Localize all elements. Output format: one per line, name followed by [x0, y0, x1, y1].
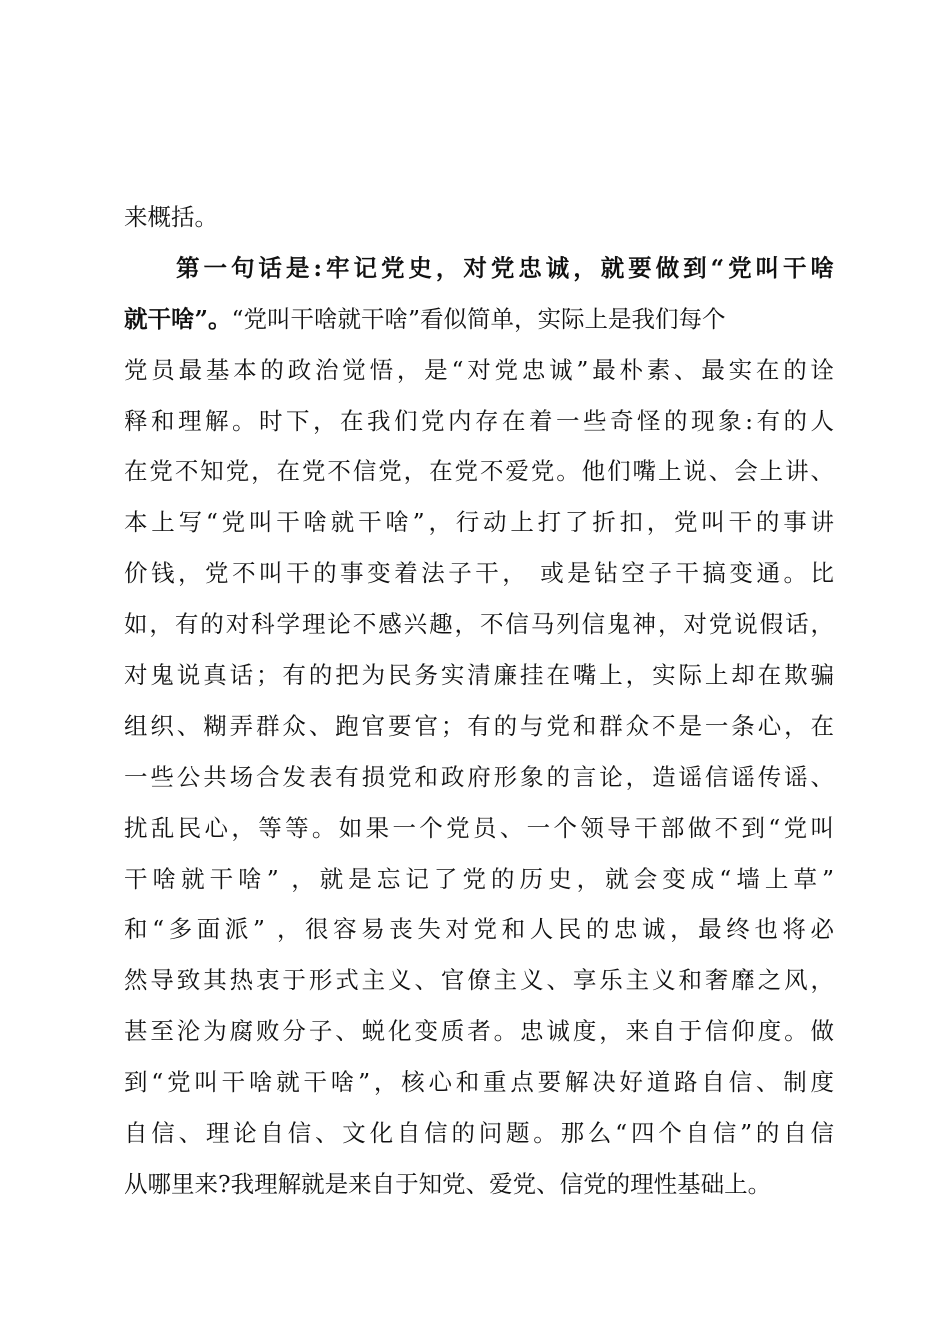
text-line-14: 和“多面派” ，很容易丧失对党和人民的忠诚，最终也将必 [124, 915, 834, 944]
heading-line-2-rest: “党叫干啥就干啥”看似简单，实际上是我们每个 [231, 304, 726, 333]
text-line-4: 释和理解。时下，在我们党内存在着一些奇怪的现象:有的人 [124, 406, 834, 435]
heading-line-2-bold: 就干啥”。 [124, 304, 232, 333]
body-text [124, 192, 834, 1210]
text-line-15: 然导致其热衷于形式主义、官僚主义、享乐主义和奢靡之风， [124, 966, 834, 995]
text-line-17: 到“党叫干啥就干啥”，核心和重点要解决好道路自信、制度 [124, 1068, 834, 1097]
text-line-11: 一些公共场合发表有损党和政府形象的言论，造谣信谣传谣、 [124, 762, 834, 791]
text-line-5: 在党不知党，在党不信党，在党不爱党。他们嘴上说、会上讲、 [124, 457, 834, 486]
text-line-1: 来概括。 [124, 203, 218, 231]
heading-line-1: 第一句话是:牢记党史，对党忠诚，就要做到“党叫干啥 [176, 253, 834, 282]
text-line-13: 干啥就干啥” ，就是忘记了党的历史，就会变成“墙上草” [124, 864, 834, 893]
text-line-9: 对鬼说真话；有的把为民务实清廉挂在嘴上，实际上却在欺骗 [124, 661, 834, 690]
text-line-6: 本上写“党叫干啥就干啥”，行动上打了折扣，党叫干的事讲 [124, 508, 834, 537]
text-line-10: 组织、糊弄群众、跑官要官；有的与党和群众不是一条心，在 [124, 711, 834, 740]
text-line-19: 从哪里来?我理解就是来自于知党、爱党、信党的理性基础上。 [124, 1169, 772, 1198]
text-line-8: 如，有的对科学理论不感兴趣，不信马列信鬼神，对党说假话， [124, 610, 834, 639]
heading-line-2 [124, 294, 834, 345]
text-line-18: 自信、理论自信、文化自信的问题。那么“四个自信”的自信 [124, 1119, 834, 1148]
text-line-12: 扰乱民心，等等。如果一个党员、一个领导干部做不到“党叫 [124, 813, 834, 842]
text-line-7: 价钱，党不叫干的事变着法子干， 或是钻空子干搞变通。比 [124, 559, 834, 588]
text-line-3: 党员最基本的政治觉悟，是“对党忠诚”最朴素、最实在的诠 [124, 355, 834, 384]
text-line-16: 甚至沦为腐败分子、蜕化变质者。忠诚度，来自于信仰度。做 [124, 1017, 834, 1046]
